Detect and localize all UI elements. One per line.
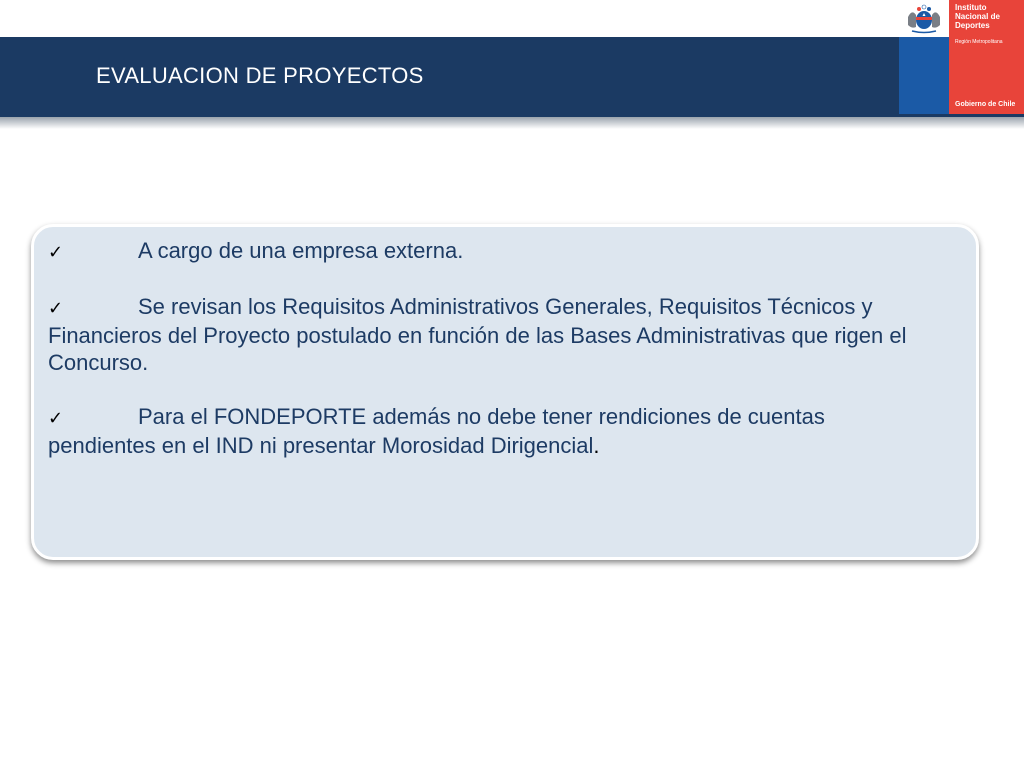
bullet-text: A cargo de una empresa externa. bbox=[138, 238, 464, 263]
logo-line: Deportes bbox=[955, 21, 990, 30]
content-box bbox=[31, 224, 979, 560]
bullet-item bbox=[48, 293, 916, 376]
slide-title: EVALUACION DE PROYECTOS bbox=[96, 63, 424, 88]
bullet-item bbox=[48, 403, 916, 459]
logo-line: Instituto bbox=[955, 3, 987, 12]
checkmark-icon: ✓ bbox=[48, 298, 64, 318]
ind-logo bbox=[899, 0, 1024, 114]
coat-of-arms-icon bbox=[904, 3, 944, 35]
bullet-item bbox=[48, 237, 916, 266]
bullet-suffix: . bbox=[593, 433, 600, 458]
logo-government: Gobierno de Chile bbox=[955, 101, 1016, 108]
bullet-text: Para el FONDEPORTE además no debe tener rendiciones de cuentas pendientes en el IND ni presentar Morosidad Dirigencial bbox=[48, 404, 825, 458]
logo-institution-name bbox=[955, 3, 1000, 30]
checkmark-icon: ✓ bbox=[48, 408, 64, 428]
checkmark-icon: ✓ bbox=[48, 242, 64, 262]
logo-line: Nacional de bbox=[955, 12, 1000, 21]
logo-white-panel bbox=[899, 0, 949, 37]
logo-region: Región Metropolitana bbox=[955, 39, 1003, 45]
bullet-text: Se revisan los Requisitos Administrativos Generales, Requisitos Técnicos y Financieros del Proyecto postulado en función de las Bases Administrativas que rigen el Concurso. bbox=[48, 294, 907, 375]
header-shadow bbox=[0, 117, 1024, 129]
